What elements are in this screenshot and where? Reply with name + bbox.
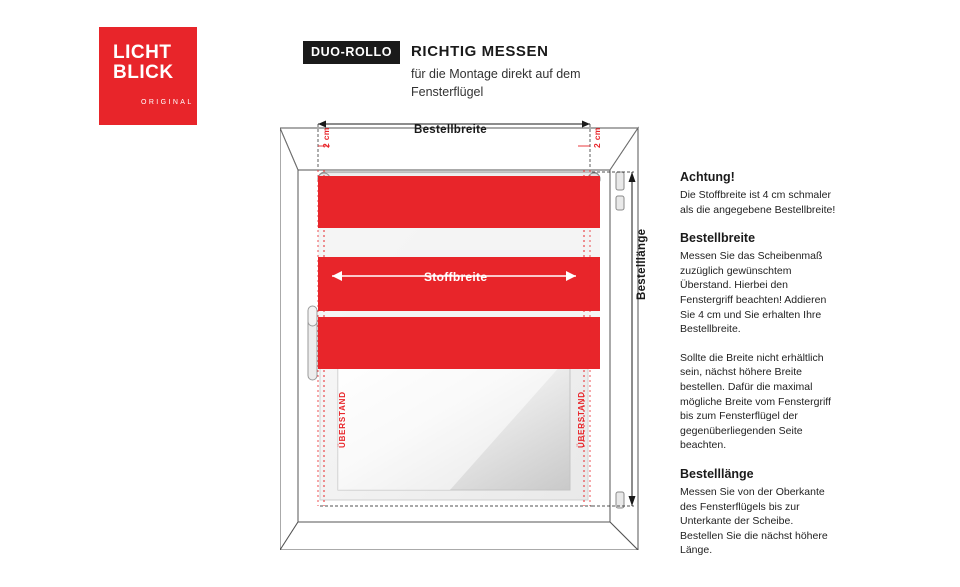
label-margin-right: 2 cm	[592, 127, 602, 148]
logo-line-1: LICHT	[113, 42, 172, 63]
label-bestelllaenge: Bestelllänge	[636, 228, 648, 300]
page-title: RICHTIG MESSEN	[411, 43, 549, 60]
page-subtitle: für die Montage direkt auf dem Fensterflügel	[411, 67, 581, 99]
section-heading-bestelllaenge: Bestelllänge	[680, 466, 754, 481]
section-text-bestellbreite-extra: Sollte die Breite nicht erhältlich sein, nächst höhere Breite bestellen. Dafür die maximal mögliche Breite vom Fenstergriff bis zum Fensterflügel der gegenüberliegenden Seite beachten.	[680, 351, 831, 452]
section-heading-bestellbreite: Bestellbreite	[680, 231, 756, 246]
logo-line-2: BLICK	[113, 62, 174, 83]
logo-subtitle: ORIGINAL	[141, 99, 194, 106]
section-text-achtung: Die Stoffbreite ist 4 cm schmaler als die angegebene Bestellbreite!	[680, 189, 836, 216]
label-ueberstand-right: ÜBERSTAND	[577, 391, 586, 448]
section-text-bestellbreite: Messen Sie das Scheibenmaß zuzüglich gewünschtem Überstand. Hierbei den Fenstergriff beachten! Addieren Sie 4 cm und Sie erhalten Ihre Bestellbreite.	[680, 250, 827, 336]
product-type-badge: DUO-ROLLO	[303, 41, 400, 64]
section-text-bestelllaenge: Messen Sie von der Oberkante des Fensterflügels bis zur Unterkante der Scheibe. Bestellen Sie die nächst höhere Länge.	[680, 485, 828, 557]
label-stoffbreite: Stoffbreite	[424, 270, 488, 284]
label-ueberstand-left: ÜBERSTAND	[338, 391, 347, 448]
label-margin-left: 2 cm	[321, 127, 331, 148]
brand-logo	[99, 27, 197, 125]
label-bestellbreite: Bestellbreite	[414, 124, 487, 136]
measurement-diagram	[280, 110, 660, 550]
section-heading-achtung: Achtung!	[680, 170, 735, 184]
info-text-column	[680, 170, 838, 558]
